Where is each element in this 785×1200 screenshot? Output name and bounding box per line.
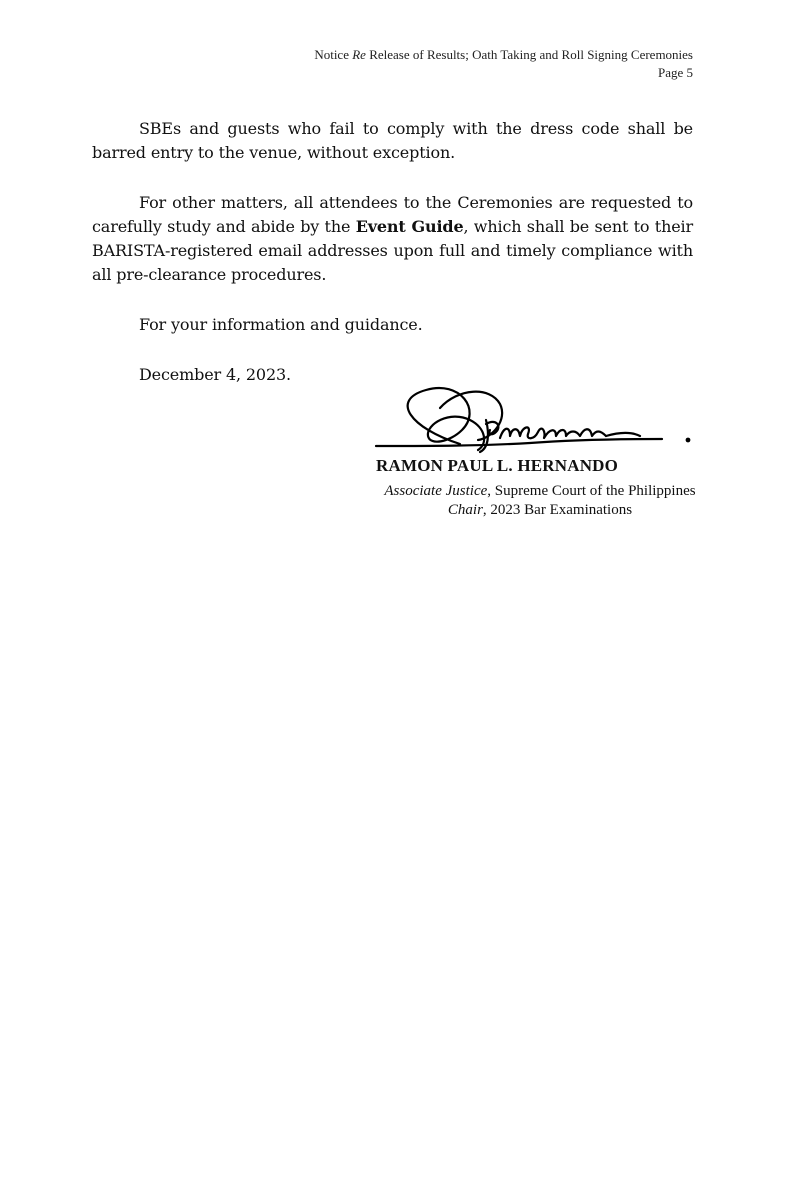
signer-title-chair: Chair, 2023 Bar Examinations bbox=[447, 502, 633, 518]
signer-title-justice: Associate Justice, Supreme Court of the Philippines bbox=[384, 483, 696, 499]
document-body bbox=[92, 117, 693, 413]
page-number: Page 5 bbox=[657, 65, 693, 80]
event-guide-bold: Event Guide bbox=[355, 217, 464, 236]
header-italic-re: Re bbox=[352, 47, 366, 62]
handwritten-signature bbox=[370, 380, 700, 460]
signer-name: RAMON PAUL L. HERNANDO bbox=[376, 456, 619, 475]
header-title: Notice Re Release of Results; Oath Taking and Roll Signing Ceremonies bbox=[314, 47, 693, 62]
page-header bbox=[314, 46, 693, 82]
paragraph-dress-code: SBEs and guests who fail to comply with the dress code shall be barred entry to the venue, without exception. bbox=[92, 119, 693, 162]
paragraph-event-guide: For other matters, all attendees to the Ceremonies are requested to carefully study and abide by the Event Guide, which shall be sent to their BARISTA-registered email addresses upon full and timely compliance with all pre-clearance procedures. bbox=[92, 193, 694, 284]
document-date: December 4, 2023. bbox=[139, 365, 291, 384]
paragraph-guidance: For your information and guidance. bbox=[139, 315, 423, 334]
